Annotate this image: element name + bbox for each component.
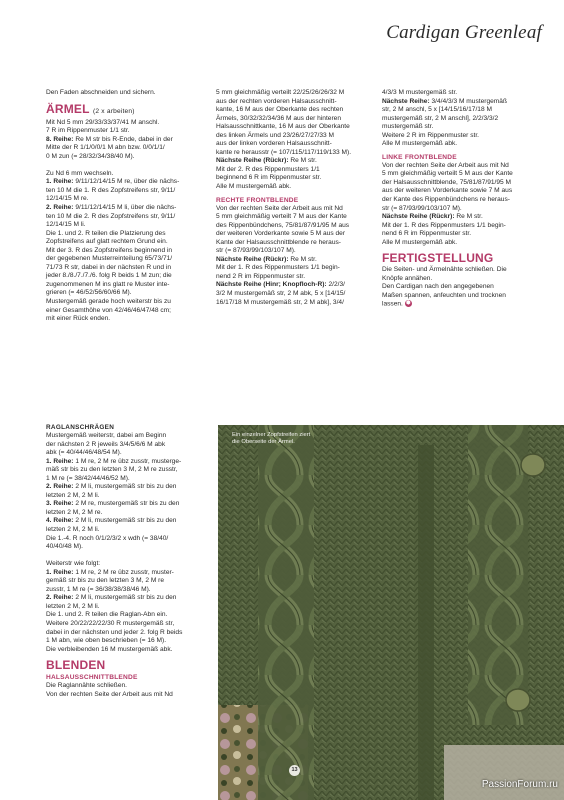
instruction-line: 4/3/3 M mustergemäß str. <box>382 89 458 96</box>
instruction-line: aus der weiteren Vorderkante sowie 7 M aus <box>382 187 513 195</box>
instruction-line: des Rippenbündchens, 75/81/87/91/95 M aus <box>216 221 350 229</box>
instruction-line: Die Seiten- und Ärmelnähte schließen. Die <box>382 266 507 274</box>
section-heading-fertigstellung: FERTIGSTELLUNG <box>382 251 494 266</box>
instruction-line: ten 10 M die 2. R des Zopfstreifens str, 9/11/ <box>46 212 176 220</box>
instruction-line: einer Gesamthöhe von 42/46/46/47/48 cm; <box>46 306 171 314</box>
instruction-line: 40/40/48 M). <box>46 543 84 551</box>
section-heading-blenden: BLENDEN <box>46 658 106 673</box>
instruction-line: zusstr, 1 M re (= 36/38/38/38/46 M). <box>46 585 151 593</box>
instruction-line: Nächste Reihe (Rückr): Re M str. <box>382 213 483 221</box>
rechte-frontblende-instructions <box>216 205 376 308</box>
column-1 <box>46 89 212 324</box>
hals-instructions <box>46 682 212 699</box>
instruction-line: 5 mm gleichmäßig verteilt 22/25/26/26/32 M <box>216 89 345 96</box>
instruction-line: letzten 2 M, 2 M li. <box>46 526 100 534</box>
column-3 <box>382 89 542 309</box>
fertigstellung-instructions <box>382 266 542 309</box>
instruction-line: Nächste Reihe (Hinr; Knopfloch-R): 2/2/3/ <box>216 281 345 289</box>
raglan-instructions <box>46 432 212 654</box>
subheading-halsausschnittblende: HALSAUSSCHNITTBLENDE <box>46 674 138 682</box>
instruction-line: mustergemäß str. <box>382 123 434 131</box>
instruction-line: des linken Ärmels und 23/26/27/27/33 M <box>216 131 335 139</box>
aermel-note: (2 x arbeiten) <box>93 107 135 115</box>
instruction-line: Die 1.-4. R noch 0/1/2/3/2 x wdh (= 38/40/ <box>46 534 169 542</box>
instruction-line: mit einer Rück enden. <box>46 315 111 323</box>
instruction-line: Weiterstr wie folgt: <box>46 560 101 568</box>
instruction-line: Mit der 2. R des Rippenmusters 1/1 <box>216 165 320 173</box>
instruction-line: ten 10 M die 1. R des Zopfstreifens str, 9/11/ <box>46 186 176 194</box>
section-heading-aermel: ÄRMEL (2 x arbeiten) <box>46 101 135 116</box>
instruction-line: Mustergemäß gerade hoch weiterstr bis zu <box>46 298 171 306</box>
instruction-line: 5 mm gleichmäßig verteilt 7 M aus der Kante <box>216 213 347 221</box>
knit-texture-image <box>218 425 564 800</box>
instruction-line: 16/17/18 M mustergemäß str, 2 M abk], 3/4/ <box>216 298 344 306</box>
section-heading-raglan: RAGLANSCHRÄGEN <box>46 424 115 431</box>
instruction-line: 4. Reihe: 2 M li, mustergemäß str bis zu den <box>46 517 177 525</box>
instruction-line: Weitere 2 R im Rippenmuster str. <box>382 131 479 139</box>
instruction-line: Von der rechten Seite der Arbeit aus mit Nd <box>216 204 343 212</box>
instruction-line: gemäß str bis zu den letzten 3 M, 2 M re <box>46 577 165 585</box>
instruction-line: Nächste Reihe: 3/4/4/3/3 M mustergemäß <box>382 97 507 105</box>
subheading-rechte-frontblende: RECHTE FRONTBLENDE <box>216 196 299 204</box>
cardigan-photo <box>218 425 564 800</box>
instruction-line: Den Cardigan nach den angegebenen <box>382 283 494 291</box>
instruction-line: Alle M mustergemäß abk. <box>382 140 458 148</box>
instruction-line: Die 1. und 2. R teilen die Platzierung des <box>46 229 166 237</box>
hals-instructions-cont <box>216 89 376 192</box>
instruction-line: str, 2 M anschl, 5 x [14/15/16/17/18 M <box>382 106 492 114</box>
intro-text: Den Faden abschneiden und sichern. <box>46 89 156 96</box>
instruction-line: der Kante des Rippenbündchens re heraus- <box>382 196 510 204</box>
instruction-line: 5 mm gleichmäßig verteilt 5 M aus der Kante <box>382 170 513 178</box>
instruction-line: Die 1. und 2. R teilen die Raglan-Abn ein. <box>46 611 168 619</box>
column-1-bottom <box>46 423 212 699</box>
instruction-line: Von der rechten Seite der Arbeit aus mit Nd <box>382 161 509 169</box>
instruction-line <box>46 161 212 170</box>
instruction-line: 3/2 M mustergemäß str, 2 M abk, 5 x [14/15/ <box>216 290 346 298</box>
watermark: PassionForum.ru <box>481 779 558 790</box>
instruction-line: Weitere 20/22/22/22/30 R mustergemäß str, <box>46 620 175 628</box>
instruction-line: nend 6 R im Rippenmuster str. <box>382 230 472 238</box>
instruction-line: 2. Reihe: 2 M li, mustergemäß str bis zu den <box>46 483 177 491</box>
instruction-line: Knöpfe annähen. <box>382 274 433 282</box>
instruction-line: mustergemäß str, 2 M anschl], 2/2/3/3/2 <box>382 114 499 122</box>
instruction-line: 1 M abn, wie oben beschrieben (= 16 M). <box>46 637 167 645</box>
instruction-line: Mustergemäß weiterstr, dabei am Beginn <box>46 432 167 439</box>
instruction-line: 8. Reihe: Re M str bis R-Ende, dabei in der <box>46 135 173 143</box>
instruction-line: aus der rechten vorderen Halsausschnitt- <box>216 97 337 105</box>
subheading-linke-frontblende: LINKE FRONTBLENDE <box>382 153 457 161</box>
instruction-line: Von der rechten Seite der Arbeit aus mit Nd <box>46 690 173 698</box>
instruction-line: Alle M mustergemäß abk. <box>216 183 292 191</box>
instruction-line: zugenommenen M ins glatt re Muster inte- <box>46 280 170 288</box>
linke-frontblende-instructions <box>382 162 542 247</box>
instruction-line: Kante der Halsausschnittblende re heraus- <box>216 238 341 246</box>
instruction-line: 1. Reihe: 9/11/12/14/15 M re, über die nächs- <box>46 178 180 186</box>
instruction-line: Alle M mustergemäß abk. <box>382 238 458 246</box>
instruction-line: letzten 2 M, 2 M li. <box>46 491 100 499</box>
instruction-line: 1. Reihe: 1 M re, 2 M re übz zusstr, musterge- <box>46 457 182 465</box>
instruction-line: 71/73 R str, dabei in der nächsten R und in <box>46 263 171 271</box>
instruction-line: kante, 16 M aus der Oberkante des rechten <box>216 106 344 114</box>
instruction-line: der weiteren Vorderkante sowie 5 M aus der <box>216 230 346 238</box>
instruction-line: Halsausschnittkante, 16 M aus der Oberkante <box>216 123 350 131</box>
instruction-line: Zopfstreifens auf glatt rechtem Grund ein. <box>46 238 168 246</box>
column-2 <box>216 89 376 307</box>
instruction-line: 0 M zun (= 28/32/34/38/40 M). <box>46 152 135 160</box>
instruction-line: 7 R im Rippenmuster 1/1 str. <box>46 127 130 135</box>
rechte-frontblende-cont <box>382 89 542 149</box>
instruction-line: Mit Nd 5 mm 29/33/33/37/41 M anschl. <box>46 118 160 126</box>
instruction-line: mäß str bis zu den letzten 3 M, 2 M re zusstr, <box>46 466 178 474</box>
instruction-line: str (= 87/93/99/103/107 M). <box>382 204 462 212</box>
instruction-line: 2. Reihe: 9/11/12/14/15 M li, über die nächs- <box>46 204 177 212</box>
instruction-line: nend 2 R im Rippenmuster str. <box>216 272 306 280</box>
instruction-line: aus der linken vorderen Halsausschnitt- <box>216 140 332 148</box>
instruction-line: Nächste Reihe (Rückr): Re M str. <box>216 255 317 263</box>
instruction-line <box>46 552 212 561</box>
end-mark-icon: ⬢ <box>406 300 411 307</box>
instruction-line: letzten 2 M, 2 M li. <box>46 602 100 610</box>
page-number: 13 <box>289 765 300 776</box>
instruction-line: 12/14/15 M re. <box>46 195 89 203</box>
instruction-line: Mitte der R 1/1/0/0/1 M abn bzw. 0/0/1/1/ <box>46 144 165 152</box>
instruction-line: Mit der 1. R des Rippenmusters 1/1 begin- <box>216 264 340 272</box>
instruction-line: der gegebenen Musterreinteilung 65/73/71/ <box>46 255 173 263</box>
instruction-line: 12/14/15 M li. <box>46 221 86 229</box>
instruction-line: lassen. ⬢ <box>382 300 411 308</box>
instruction-line: Mit der 1. R des Rippenmusters 1/1 begin- <box>382 221 506 229</box>
instruction-line: Ärmels, 30/32/32/34/36 M aus der hinteren <box>216 114 341 122</box>
instruction-line: Maßen spannen, anfeuchten und trocknen <box>382 291 506 299</box>
instruction-line: der Halsausschnittblende, 75/81/87/91/95 M <box>382 178 512 186</box>
instruction-line: Zu Nd 6 mm wechseln. <box>46 169 114 177</box>
instruction-line: 1. Reihe: 1 M re, 2 M re übz zusstr, muster- <box>46 568 174 576</box>
instruction-line: der nächsten 2 R jeweils 3/4/5/6/6 M abk <box>46 440 166 448</box>
instruction-line: dabei in der nächsten und jeder 2. folg R beids <box>46 628 183 636</box>
instruction-line: beginnend 6 R im Rippenmuster str. <box>216 174 322 182</box>
photo-caption: Ein einzelner Zopfstreifen ziert die Oberseite der Ärmel. <box>232 432 311 446</box>
instruction-line: 3. Reihe: 2 M re, mustergemäß str bis zu den <box>46 500 180 508</box>
instruction-line: kante re herausstr (= 107/115/117/119/133 M). <box>216 148 352 156</box>
instruction-line: 1 M re (= 38/42/44/46/52 M). <box>46 474 130 482</box>
instruction-line: grieren (= 46/52/56/60/66 M). <box>46 289 132 297</box>
instruction-line: Mit der 3. R des Zopfstreifens beginnend in <box>46 246 173 254</box>
instruction-line: jeder 8./8./7./7./6. folg R beids 1 M zun; die <box>46 272 172 280</box>
instruction-line: Nächste Reihe (Rückr): Re M str. <box>216 157 317 165</box>
instruction-line: Die Raglannähte schließen. <box>46 682 128 690</box>
instruction-line: 2. Reihe: 2 M li, mustergemäß str bis zu den <box>46 594 177 602</box>
instruction-line: str (= 87/93/99/103/107 M). <box>216 247 296 255</box>
instruction-line: abk (= 40/44/46/48/54 M). <box>46 449 122 457</box>
page-title: Cardigan Greenleaf <box>386 22 542 43</box>
instruction-line: Die verbleibenden 16 M mustergemäß abk. <box>46 645 173 653</box>
instruction-line: letzten 2 M, 2 M re. <box>46 508 103 516</box>
aermel-instructions <box>46 119 212 324</box>
